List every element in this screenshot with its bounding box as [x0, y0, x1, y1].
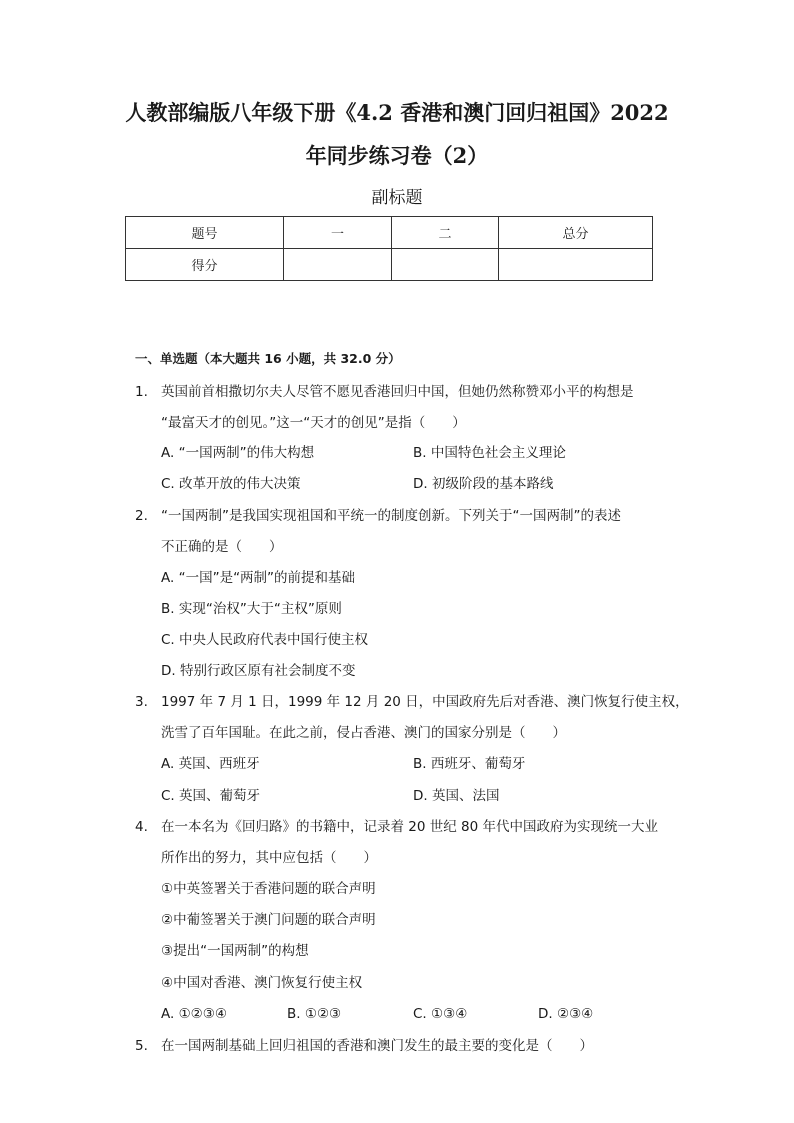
score-cell-part-1: 一 — [284, 217, 392, 249]
option-a: A. 英国、西班牙 — [161, 756, 260, 772]
score-cell-label-score: 得分 — [126, 249, 284, 281]
score-cell-total: 总分 — [499, 217, 653, 249]
statement-item: ②中葡签署关于澳门问题的联合声明 — [161, 912, 376, 928]
question-text-line: 所作出的努力，其中应包括（ ） — [161, 850, 377, 866]
option-a: A. ①②③④ — [161, 1006, 227, 1022]
score-cell-label-number: 题号 — [126, 217, 284, 249]
question-number: 2. — [135, 508, 148, 524]
option-c: C. 英国、葡萄牙 — [161, 788, 261, 804]
option-d: D. 初级阶段的基本路线 — [413, 476, 554, 492]
option-b: B. 中国特色社会主义理论 — [413, 445, 566, 461]
option-a: A. “一国”是“两制”的前提和基础 — [161, 570, 356, 586]
option-d: D. ②③④ — [538, 1006, 594, 1022]
question-text-line: 在一本名为《回归路》的书籍中，记录着 20 世纪 80 年代中国政府为实现统一大业 — [161, 819, 659, 835]
score-cell-value-1 — [284, 249, 392, 281]
option-c: C. ①③④ — [413, 1006, 468, 1022]
document-subtitle: 副标题 — [371, 188, 423, 208]
option-b: B. 实现“治权”大于“主权”原则 — [161, 601, 342, 617]
statement-item: ③提出“一国两制”的构想 — [161, 943, 309, 959]
option-d: D. 特别行政区原有社会制度不变 — [161, 663, 356, 679]
question-text-line: 英国前首相撒切尔夫人尽管不愿见香港回归中国，但她仍然称赞邓小平的构想是 — [161, 384, 634, 400]
option-b: B. ①②③ — [287, 1006, 342, 1022]
question-text-line: 洗雪了百年国耻。在此之前，侵占香港、澳门的国家分别是（ ） — [161, 725, 566, 741]
score-table-score-row — [126, 249, 653, 281]
question-number: 5. — [135, 1038, 148, 1054]
question-text-line: “最富天才的创见。”这一“天才的创见”是指（ ） — [161, 415, 466, 431]
question-text-line: 1997 年 7 月 1 日，1999 年 12 月 20 日，中国政府先后对香港、澳门恢复行使主权， — [161, 694, 689, 710]
statement-item: ①中英签署关于香港问题的联合声明 — [161, 881, 376, 897]
question-number: 4. — [135, 819, 148, 835]
option-b: B. 西班牙、葡萄牙 — [413, 756, 526, 772]
question-text-line: “一国两制”是我国实现祖国和平统一的制度创新。下列关于“一国两制”的表述 — [161, 508, 621, 524]
option-d: D. 英国、法国 — [413, 788, 500, 804]
document-title-line-2: 年同步练习卷（2） — [305, 143, 489, 168]
option-c: C. 改革开放的伟大决策 — [161, 476, 301, 492]
question-text-line: 不正确的是（ ） — [161, 539, 283, 555]
option-a: A. “一国两制”的伟大构想 — [161, 445, 315, 461]
score-table — [125, 216, 653, 281]
section-heading: 一、单选题（本大题共 16 小题，共 32.0 分） — [135, 351, 401, 366]
score-cell-value-2 — [392, 249, 499, 281]
statement-item: ④中国对香港、澳门恢复行使主权 — [161, 975, 363, 991]
score-cell-part-2: 二 — [392, 217, 499, 249]
question-number: 3. — [135, 694, 148, 710]
option-c: C. 中央人民政府代表中国行使主权 — [161, 632, 369, 648]
question-number: 1. — [135, 384, 148, 400]
score-table-header-row — [126, 217, 653, 249]
document-title-line-1: 人教部编版八年级下册《4.2 香港和澳门回归祖国》2022 — [125, 100, 669, 125]
score-cell-value-total — [499, 249, 653, 281]
question-text-line: 在一国两制基础上回归祖国的香港和澳门发生的最主要的变化是（ ） — [161, 1038, 593, 1054]
